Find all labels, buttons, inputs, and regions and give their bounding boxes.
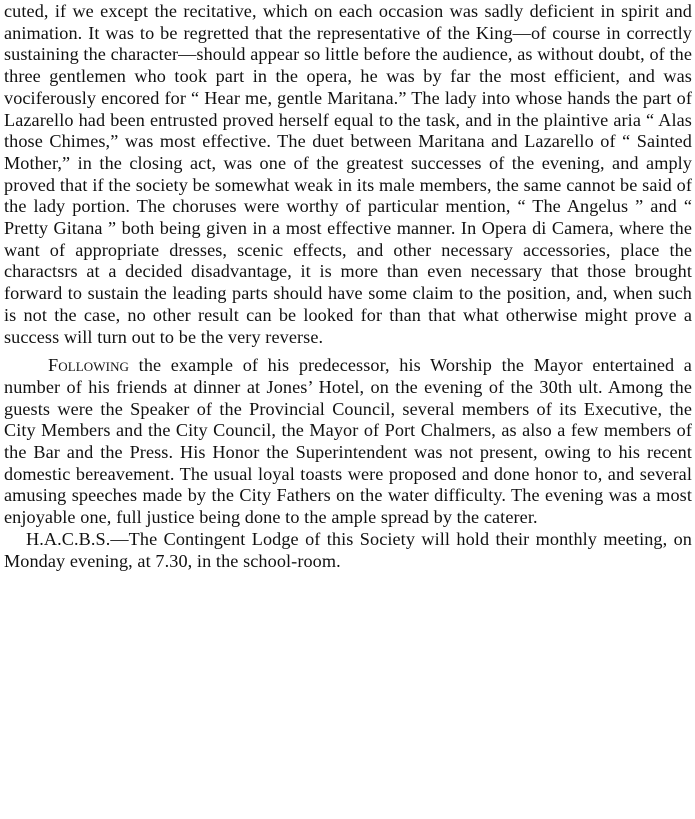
opera-review-paragraph: cuted, if we except the recitative, which on each occasion was sadly deficient in spirit and animation. It was to be regretted that the representative of the King—of course in correctly sustaining the character—should appear so little before the audience, as without doubt, of the three gentlemen who took part in the opera, he was by far the most efficient, and was vociferously encored for “ Hear me, gentle Maritana.” The lady into whose hands the part of Lazarello had been entrusted proved herself equal to the task, and in the plaintive aria “ Alas those Chimes,” was most effective. The duet between Maritana and Lazarello of “ Sainted Mother,” in the closing act, was one of the greatest successes of the evening, and amply proved that if the society be somewhat weak in its male members, the same cannot be said of the lady portion. The choruses were worthy of particular mention, “ The Angelus ” and “ Pretty Gitana ” both being given in a most effective manner. In Opera di Camera, where the want of appropriate dresses, scenic effects, and other necessary accessories, place the charactsrs at a decided disadvantage, it is more than even necessary that those brought forward to sustain the leading parts should have some claim to the position, and, when such is not the case, no other result can be looked for than that what otherwise might prove a success will turn out to be the very reverse.: [4, 1, 692, 347]
lead-word: Following: [48, 355, 130, 376]
hacbs-notice-paragraph: H.A.C.B.S.—The Contingent Lodge of this Society will hold their monthly meeting, on Monday evening, at 7.30, in the school-room.: [4, 528, 692, 571]
mayor-dinner-text: the example of his predecessor, his Worship the Mayor entertained a number of his friends at dinner at Jones’ Hotel, on the evening of the 30th ult. Among the guests were the Speaker of the Provincial Council, several members of its Executive, the City Members and the City Council, the Mayor of Port Chalmers, as also a few members of the Bar and the Press. His Honor the Superintendent was not present, owing to his recent domestic bereavement. The usual loyal toasts were proposed and done honor to, and several amusing speeches made by the City Fathers on the water difficulty. The evening was a most enjoyable one, full justice being done to the ample spread by the caterer.: [4, 355, 692, 528]
mayor-dinner-paragraph: [4, 355, 692, 529]
